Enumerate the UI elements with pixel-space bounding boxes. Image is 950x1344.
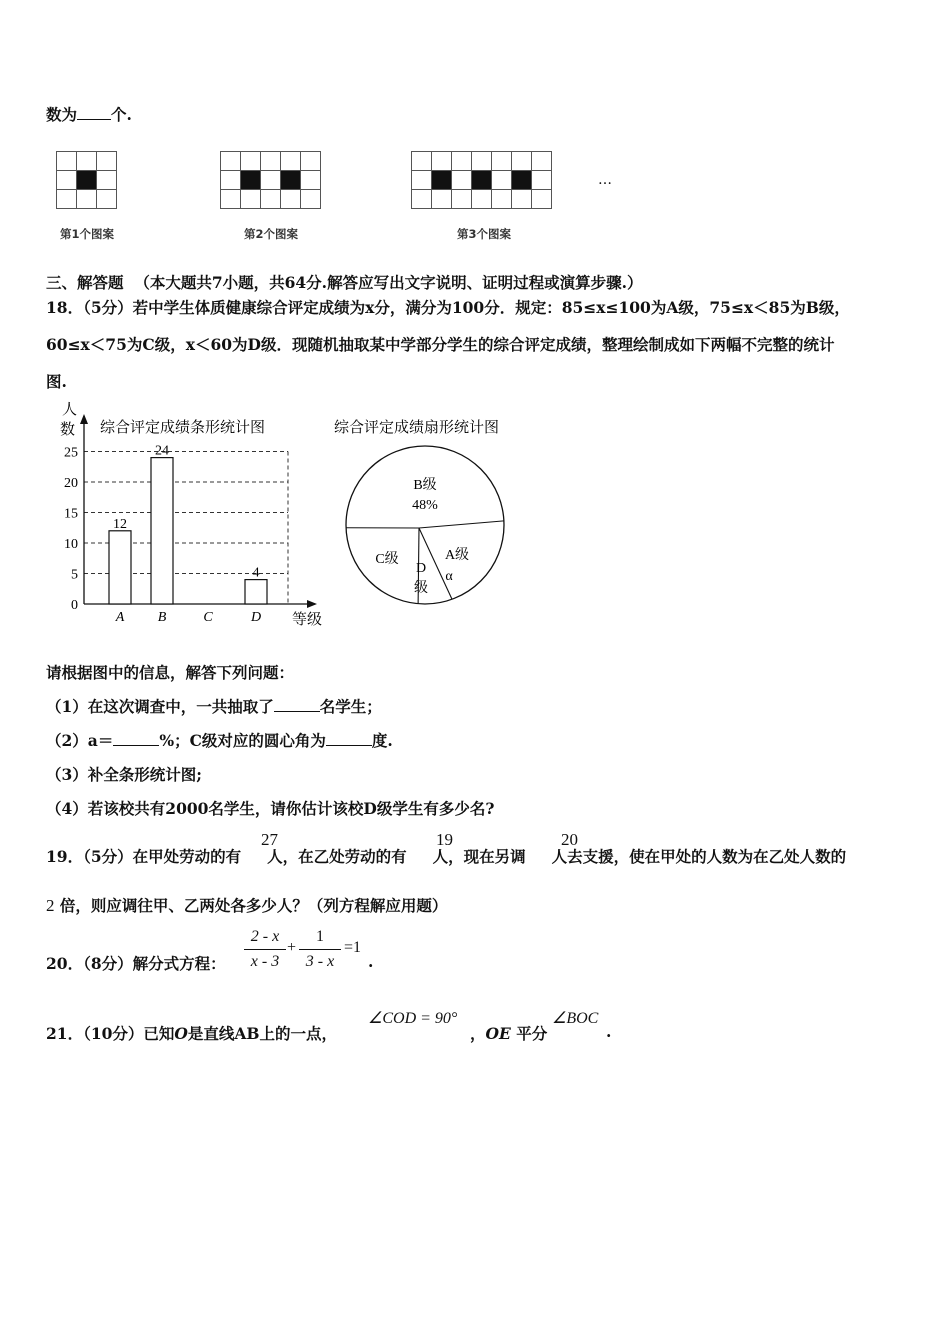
bar-chart-ylabel-top: 人 <box>62 402 78 418</box>
bar-b <box>151 458 173 604</box>
q20-prefix: 20．（8分）解分式方程： <box>46 954 226 973</box>
pattern-2 <box>220 151 321 209</box>
bar-category-label: A <box>115 610 125 625</box>
q18-line-3: 图. <box>46 372 67 391</box>
q18-sub-2 <box>46 729 393 751</box>
bar-category-label: C <box>203 610 213 625</box>
fraction-1-numerator: 2 - x <box>250 928 280 945</box>
pattern-2-caption: 第2个图案 <box>244 227 299 241</box>
q18-sub-2-text-a: （2）a＝ <box>46 731 114 750</box>
bar-value-label: 24 <box>155 443 169 459</box>
q19-number-2: 2 <box>46 896 55 915</box>
top-line-prefix: 数为 <box>46 105 78 124</box>
fraction-1-denominator: x - 3 <box>250 953 280 970</box>
bar-chart-ytick-label: 0 <box>71 598 78 613</box>
q21-text-mid: 是直线AB上的一点， <box>187 1024 338 1043</box>
fraction-1-bar <box>244 949 286 950</box>
section-title: 三、解答题 <box>46 273 124 292</box>
pie-label-b-percent: 48% <box>412 498 438 513</box>
pie-chart-title: 综合评定成绩扇形统计图 <box>334 420 500 436</box>
pattern-1 <box>56 151 117 209</box>
answer-blank <box>77 105 111 120</box>
q21-comma: ， <box>470 1024 486 1043</box>
q18-prompt: 请根据图中的信息，解答下列问题： <box>46 663 295 682</box>
q18-sub-3: （3）补全条形统计图; <box>46 765 203 784</box>
pattern-3 <box>411 151 552 209</box>
section-header <box>46 271 642 293</box>
bar-category-label: B <box>157 610 167 625</box>
bar-chart-title: 综合评定成绩条形统计图 <box>100 420 266 436</box>
bar-chart-ytick-label: 5 <box>71 567 78 583</box>
bar-chart-ytick-label: 25 <box>64 445 78 461</box>
q21-text-prefix: 21．（10分）已知 <box>46 1024 175 1043</box>
fraction-2-numerator: 1 <box>316 928 324 945</box>
bar-d <box>245 580 267 604</box>
section-note: （本大题共7小题，共64分.解答应写出文字说明、证明过程或演算步骤.） <box>134 273 643 292</box>
q19-number-19: 19 <box>436 830 453 849</box>
answer-blank <box>274 697 320 712</box>
bar-chart-y-arrow <box>80 414 88 424</box>
pie-label-d: D <box>415 561 427 576</box>
bar-value-label: 12 <box>113 516 127 532</box>
q19-text-a: 19．（5分）在甲处劳动的有 <box>46 847 242 866</box>
fraction-2-bar <box>299 949 341 950</box>
top-line-suffix: 个. <box>111 105 132 124</box>
pattern-3-caption: 第3个图案 <box>457 227 512 241</box>
fraction-2-denominator: 3 - x <box>305 953 335 970</box>
pie-label-c: C级 <box>375 552 399 567</box>
bar-chart <box>40 396 340 636</box>
q18-line-2: 60≤x＜75为C级，x＜60为D级．现随机抽取某中学部分学生的综合评定成绩，整理绘制成如下两幅不完整的统计 <box>46 335 835 354</box>
bar-a <box>109 531 131 604</box>
q19-text-e: 倍，则应调往甲、乙两处各多少人？（列方程解应用题） <box>59 896 448 915</box>
q19-number-20: 20 <box>561 830 578 849</box>
bar-chart-xlabel: 等级 <box>292 612 323 628</box>
q21-point-o: O <box>174 1024 188 1043</box>
q19-number-27: 27 <box>261 830 278 849</box>
q19-text-c: 人，现在另调 <box>432 847 526 866</box>
q18-sub-2-text-c: 度. <box>371 731 393 750</box>
equals-one: =1 <box>344 939 362 956</box>
pie-label-b: B级 <box>413 478 437 493</box>
q18-sub-1-text-a: （1）在这次调查中，一共抽取了 <box>46 697 274 716</box>
q21-angle-cod: ∠COD = 90° <box>368 1010 458 1027</box>
pattern-1-caption: 第1个图案 <box>60 227 115 241</box>
q18-line-1: 18．（5分）若中学生体质健康综合评定成绩为x分，满分为100分．规定：85≤x≤100为A级，75≤x＜85为B级， <box>46 298 850 317</box>
q18-sub-4: （4）若该校共有2000名学生，请你估计该校D级学生有多少名? <box>46 799 495 818</box>
q18-sub-2-text-b: %；C级对应的圆心角为 <box>159 731 326 750</box>
pie-label-d-ji: 级 <box>414 581 428 596</box>
q19-text-b: 人，在乙处劳动的有 <box>267 847 407 866</box>
bar-category-label: D <box>250 610 262 625</box>
bar-chart-ytick-label: 15 <box>64 506 78 522</box>
bar-chart-ytick-label: 20 <box>64 476 78 491</box>
q19-text-d: 人去支援，使在甲处的人数为在乙处人数的 <box>551 847 847 866</box>
answer-blank <box>326 731 372 746</box>
bar-chart-ytick-label: 10 <box>64 537 78 552</box>
bar-chart-ylabel-bottom: 数 <box>60 422 76 438</box>
top-line <box>46 103 132 125</box>
q21-line-2 <box>470 1022 547 1044</box>
bar-value-label: 4 <box>252 565 260 581</box>
pie-label-a: A级 <box>444 548 470 563</box>
q18-sub-1-text-b: 名学生； <box>319 697 382 716</box>
patterns-ellipsis: … <box>598 172 612 188</box>
q21-line <box>46 1022 337 1044</box>
plus-sign: + <box>287 939 297 956</box>
q21-angle-boc: ∠BOC <box>552 1010 599 1027</box>
q19-line-2 <box>46 894 447 916</box>
pie-label-a-alpha: α <box>445 569 453 584</box>
q18-sub-1 <box>46 695 382 717</box>
answer-blank <box>113 731 159 746</box>
pie-chart <box>330 410 530 610</box>
q21-oe: OE <box>485 1024 511 1043</box>
bar-chart-x-arrow <box>307 600 317 608</box>
q21-ping: 平分 <box>516 1024 548 1043</box>
q21-end: . <box>606 1022 612 1041</box>
q20-end: . <box>368 952 374 971</box>
